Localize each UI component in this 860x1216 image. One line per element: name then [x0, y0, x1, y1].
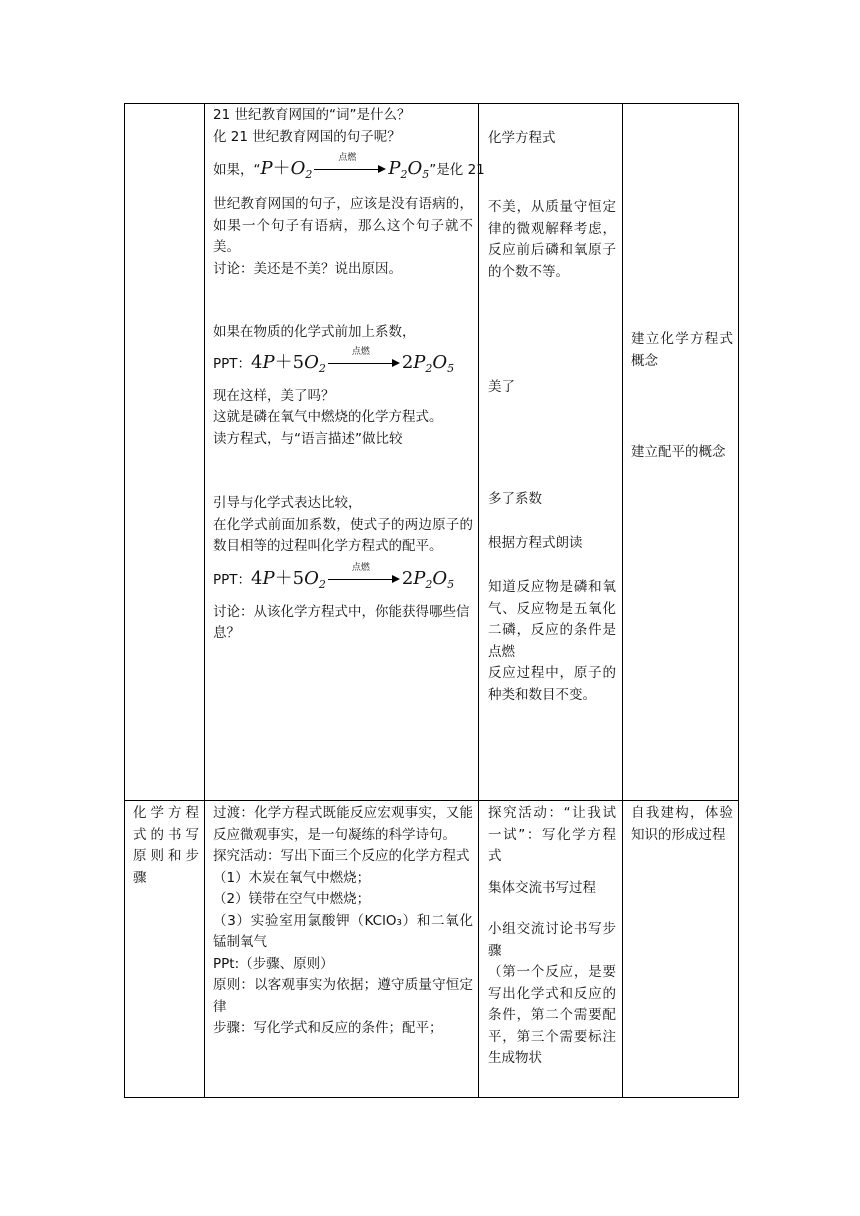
- row2-topic: [133, 803, 199, 889]
- chemical-equation: $P+O_2$ 点燃 $P_2O_5$: [260, 153, 430, 181]
- teacher-text: PPt:（步骤、原则）: [213, 955, 334, 972]
- teacher-text: 化 21 世纪教育网国的句子呢？: [213, 128, 401, 145]
- intent-text: 建立配平的概念: [631, 444, 726, 460]
- teacher-text: 读方程式，与“语言描述”做比较: [213, 430, 403, 447]
- intent-text: 自我建构，体验知识的形成过程: [631, 805, 733, 843]
- student-text: 化学方程式: [488, 130, 556, 146]
- teacher-text: 讨论：从该化学方程式中，你能获得哪些信息？: [213, 603, 470, 641]
- teacher-text: （2）镁带在空气中燃烧；: [213, 891, 371, 907]
- student-text: 美了: [488, 379, 515, 395]
- equation-unbalanced: [213, 152, 485, 192]
- student-text: 集体交流书写过程: [488, 879, 596, 896]
- equation-balanced: [213, 346, 473, 386]
- topic-text: 化学方程式的书写原则和步骤: [133, 805, 199, 886]
- lesson-table: [124, 103, 739, 1098]
- row-divider: [124, 800, 739, 801]
- teacher-text: 如果，“: [213, 162, 261, 178]
- teacher-text: PPT：: [213, 355, 252, 372]
- teacher-text: 世纪教育网国的句子，应该是没有语病的，如果一个句子有语病，那么这个句子就不美。: [213, 196, 473, 255]
- teacher-text: 21 世纪教育网国的“词”是什么？: [213, 107, 411, 123]
- row2-design-intent: [631, 803, 733, 846]
- table-border-bottom: [124, 1097, 739, 1098]
- reaction-arrow: [328, 346, 400, 370]
- equation-balanced: [213, 562, 473, 602]
- student-text: 根据方程式朗读: [488, 535, 583, 551]
- teacher-text: （1）木炭在氧气中燃烧；: [213, 869, 371, 886]
- teacher-text: 探究活动：写出下面三个反应的化学方程式: [213, 848, 470, 864]
- teacher-text: ”是化 21: [429, 162, 485, 178]
- student-text: 知道反应物是磷和氧气、反应物是五氧化二磷，反应的条件是点燃: [488, 579, 616, 660]
- row2-student-activity: [488, 803, 616, 1070]
- reaction-condition: 点燃: [338, 153, 357, 163]
- teacher-text: 现在这样，美了吗？: [213, 387, 335, 404]
- table-border-right: [738, 103, 739, 1098]
- reaction-arrow: [328, 562, 400, 586]
- table-border-top: [124, 103, 739, 104]
- column-divider-3: [622, 103, 623, 1098]
- row2-teacher-activity: [213, 803, 473, 1040]
- reaction-condition: 点燃: [351, 562, 370, 573]
- column-divider-1: [204, 103, 205, 1098]
- teacher-text: PPT：: [213, 571, 252, 588]
- student-text: （第一个反应，是要写出化学式和反应的条件，第二个需要配平，第三个需要标注生成物状: [488, 964, 616, 1066]
- chemical-equation: $4P+5O_2$ 点燃 $2P_2O_5$: [251, 346, 455, 375]
- teacher-text: 过渡：化学方程式既能反应宏观事实，又能反应微观事实，是一句凝练的科学诗句。: [213, 805, 473, 843]
- column-divider-2: [478, 103, 479, 1098]
- student-text: 小组交流讨论书写步骤: [488, 921, 616, 959]
- teacher-text: 步骤：写化学式和反应的条件；配平；: [213, 1020, 443, 1036]
- teacher-text: 在化学式前面加系数，使式子的两边原子的数目相等的过程叫化学方程式的配平。: [213, 516, 473, 554]
- student-text: 不美，从质量守恒定律的微观解释考虑，反应前后磷和氧原子的个数不等。: [488, 199, 616, 280]
- intent-text: 建立化学方程式概念: [631, 331, 733, 369]
- student-text: 反应过程中，原子的种类和数目不变。: [488, 665, 616, 703]
- teacher-text: 如果在物质的化学式前加上系数，: [213, 324, 416, 340]
- reaction-condition: 点燃: [351, 346, 370, 357]
- teacher-text: （3）实验室用氯酸钾（KClO₃）和二氧化锰制氧气: [213, 912, 473, 950]
- teacher-text: 讨论：美还是不美？说出原因。: [213, 260, 402, 277]
- table-border-left: [124, 103, 125, 1098]
- student-text: 多了系数: [488, 491, 542, 507]
- reaction-arrow: [314, 153, 386, 176]
- teacher-text: 引导与化学式表达比较，: [213, 495, 362, 511]
- chemical-equation: $4P+5O_2$ 点燃 $2P_2O_5$: [251, 562, 455, 591]
- student-text: 探究活动：“让我试一试”：写化学方程式: [488, 805, 616, 864]
- teacher-text: 原则：以客观事实为依据；遵守质量守恒定律: [213, 977, 473, 1015]
- teacher-text: 这就是磷在氧气中燃烧的化学方程式。: [213, 409, 443, 425]
- row1-teacher-activity: [213, 105, 485, 645]
